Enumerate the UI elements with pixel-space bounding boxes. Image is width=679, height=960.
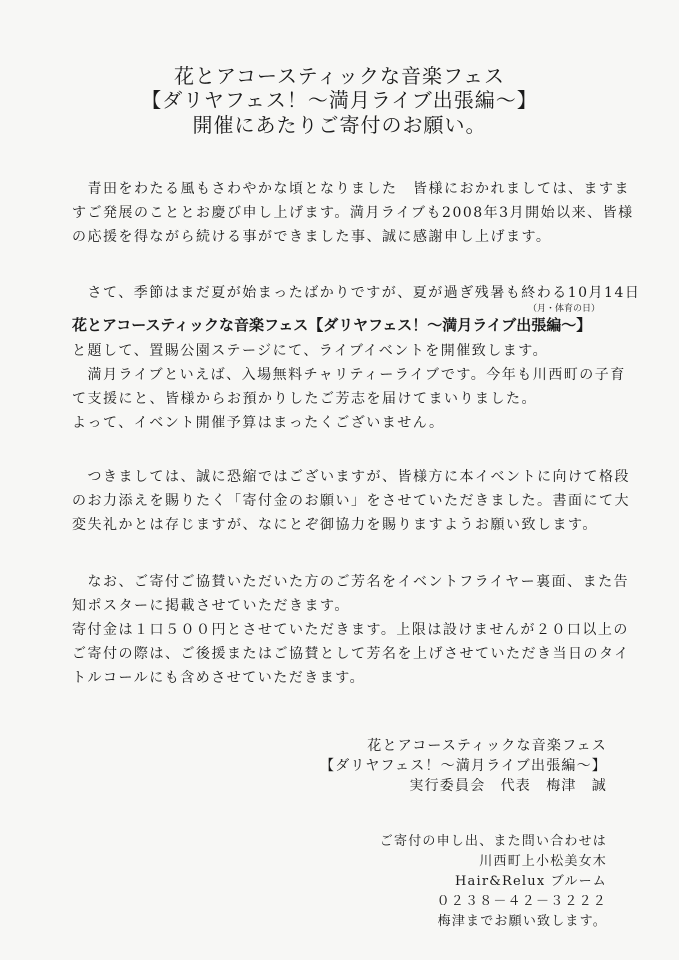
paragraph-line: 寄付金は１口５００円とさせていただきます。上限は設けませんが２０口以上の bbox=[72, 622, 629, 638]
paragraph-request bbox=[72, 465, 630, 537]
paragraph-line: のお力添えを賜りたく「寄付金のお願い」をさせていただきました。書面にて大 bbox=[72, 493, 630, 509]
paragraph-greeting bbox=[72, 177, 634, 249]
paragraph-line: の応援を得ながら続ける事ができました事、誠に感謝申し上げます。 bbox=[72, 229, 552, 245]
paragraph-line: と題して、置賜公園ステージにて、ライブイベントを開催致します。 bbox=[72, 343, 549, 359]
signature-line-1: 花とアコースティックな音楽フェス bbox=[367, 738, 607, 754]
paragraph-line: 知ポスターに掲載させていただきます。 bbox=[72, 598, 350, 614]
paragraph-line: なお、ご寄付ご協賛いただいた方のご芳名をイベントフライヤー裏面、また告 bbox=[72, 574, 630, 590]
contact-line-1: ご寄付の申し出、また問い合わせは bbox=[379, 834, 607, 849]
paragraph-line: つきましては、誠に恐縮ではございますが、皆様方に本イベントに向けて格段 bbox=[72, 469, 630, 485]
paragraph-details bbox=[72, 570, 630, 690]
paragraph-line: よって、イベント開催予算はまったくございません。 bbox=[72, 415, 445, 431]
paragraph-line: 満月ライブといえば、入場無料チャリティーライブです。今年も川西町の子育 bbox=[72, 367, 626, 383]
event-name-bold: 花とアコースティックな音楽フェス【ダリヤフェス！～満月ライブ出張編～】 bbox=[72, 316, 592, 334]
title-line-1: 花とアコースティックな音楽フェス bbox=[174, 64, 505, 88]
paragraph-line: すご発展のこととお慶び申し上げます。満月ライブも2008年3月開始以来、皆様 bbox=[72, 205, 634, 221]
paragraph-line: トルコールにも含めさせていただきます。 bbox=[72, 670, 366, 686]
paragraph-event bbox=[72, 339, 626, 435]
paragraph-line: ご寄付の際は、ご後援またはご協賛として芳名を上げさせていただき当日のタイ bbox=[72, 646, 630, 662]
contact-phone: ０２３８－４２－３２２２ bbox=[436, 894, 607, 909]
paragraph-event-intro: さて、季節はまだ夏が始まったばかりですが、夏が過ぎ残暑も終わる10月14日 bbox=[72, 285, 641, 301]
signature-line-3: 実行委員会 代表 梅津 誠 bbox=[409, 778, 607, 794]
date-note: （月・体育の日） bbox=[528, 304, 601, 314]
contact-address: 川西町上小松美女木 bbox=[479, 854, 607, 869]
contact-block bbox=[380, 832, 607, 932]
signature-block bbox=[320, 736, 607, 796]
title-line-2: 【ダリヤフェス！～満月ライブ出張編～】 bbox=[141, 88, 538, 112]
paragraph-line: て支援にと、皆様からお預かりしたご芳志を届けてまいりました。 bbox=[72, 391, 537, 407]
paragraph-line: 変失礼かとは存じますが、なにとぞ御協力を賜りますようお願い致します。 bbox=[72, 517, 598, 533]
paragraph-line: 青田をわたる風もさわやかな頃となりました 皆様におかれましては、ますま bbox=[72, 181, 630, 197]
contact-line-5: 梅津までお願い致します。 bbox=[437, 914, 607, 929]
signature-line-2: 【ダリヤフェス！～満月ライブ出張編～】 bbox=[320, 758, 607, 774]
title-line-3: 開催にあたりご寄付のお願い。 bbox=[192, 113, 487, 137]
contact-shop-name: Hair&Relux ブルーム bbox=[455, 874, 607, 889]
